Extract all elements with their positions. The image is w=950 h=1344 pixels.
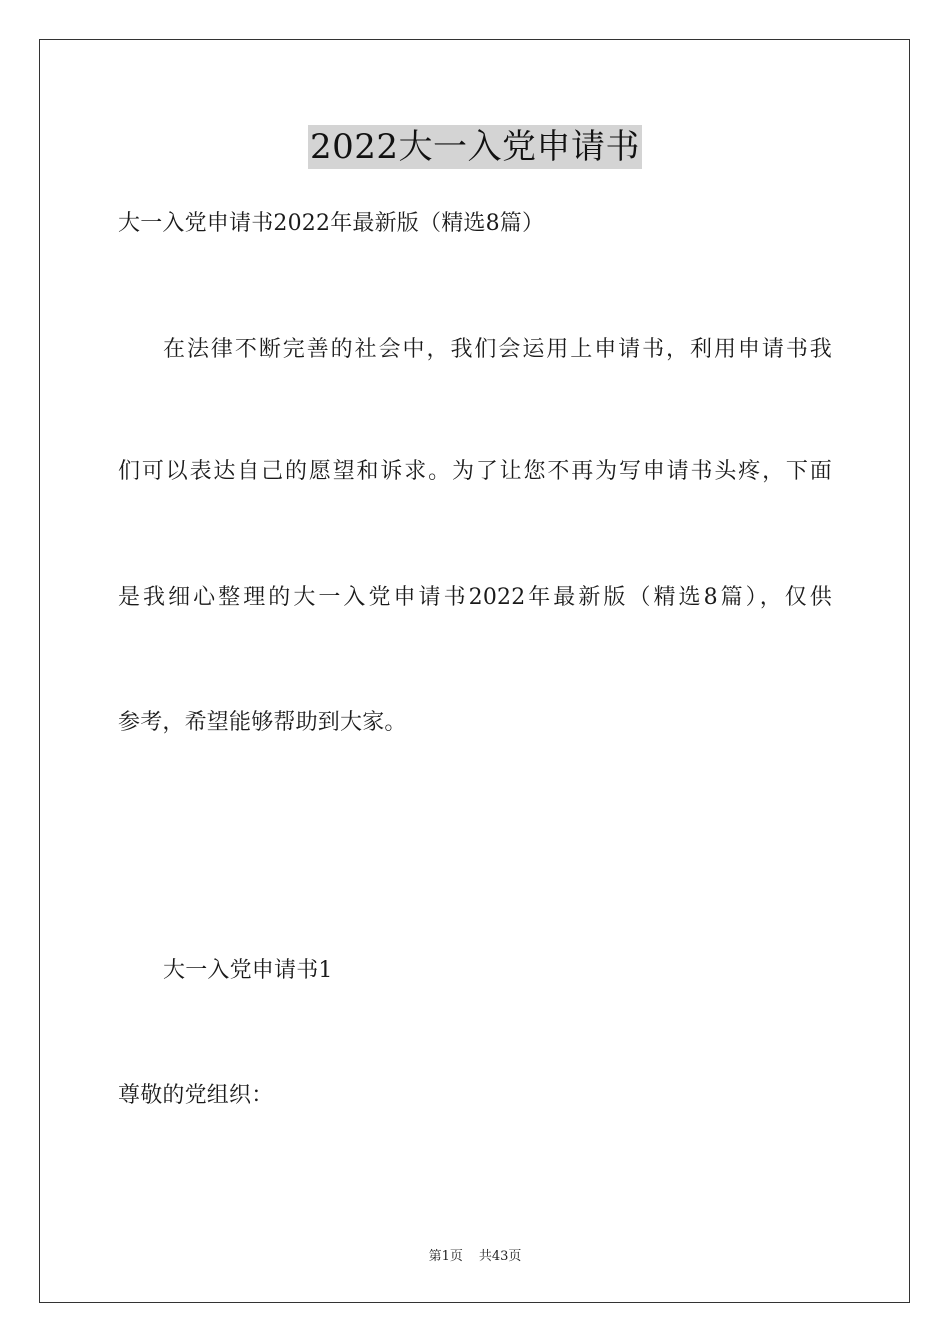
intro-line-1: 在法律不断完善的社会中，我们会运用上申请书，利用申请书我: [163, 337, 832, 362]
document-subtitle: 大一入党申请书2022年最新版（精选8篇）: [118, 211, 545, 236]
document-title: 2022大一入党申请书: [309, 127, 641, 167]
page-number: 第1页: [428, 1249, 463, 1264]
salutation: 尊敬的党组织：: [118, 1083, 274, 1108]
intro-line-2: 们可以表达自己的愿望和诉求。为了让您不再为写申请书头疼，下面: [118, 459, 832, 484]
section-heading: 大一入党申请书1: [163, 958, 333, 983]
page-footer: [0, 1248, 950, 1266]
intro-line-4: 参考，希望能够帮助到大家。: [118, 710, 407, 735]
page-total: 共43页: [478, 1249, 522, 1264]
intro-line-3: 是我细心整理的大一入党申请书2022年最新版（精选8篇），仅供: [118, 585, 832, 610]
title-container: [0, 125, 950, 169]
